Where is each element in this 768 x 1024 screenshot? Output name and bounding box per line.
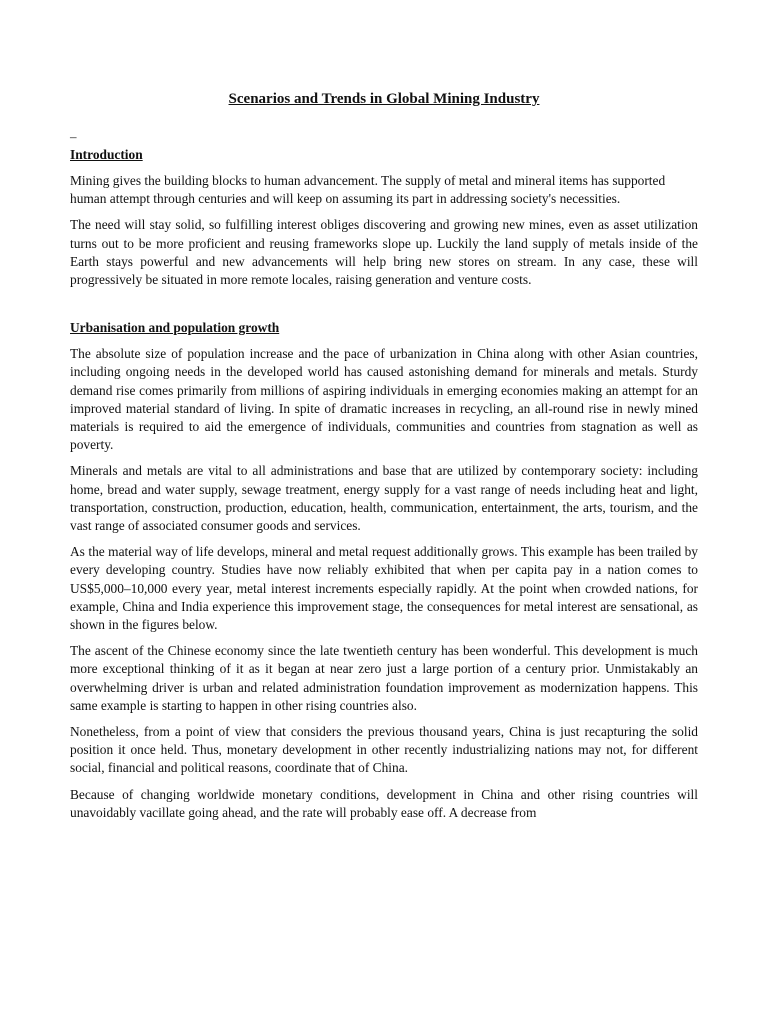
intro-paragraph-2: The need will stay solid, so fulfilling interest obliges discovering and growing new mines, even as asset utilization turns out to be more proficient and reusing frameworks slope up. Luckily the land supply of metals inside of the Earth stays powerful and new advancements will help bring new stores on stream. In any case, these will progressively be situated in more remote locales, raising generation and venture costs.	[70, 217, 698, 288]
document-page	[70, 82, 698, 822]
section-heading-introduction: Introduction	[70, 147, 143, 162]
section-heading-urbanisation: Urbanisation and population growth	[70, 320, 280, 336]
intro-paragraph-1: Mining gives the building blocks to human advancement. The supply of metal and mineral items has supported human attempt through centuries and will keep on assuming its part in addressing society's necessities.	[70, 173, 666, 207]
document-title: Scenarios and Trends in Global Mining Industry	[228, 91, 540, 107]
separator-dash: –	[70, 129, 77, 144]
urbanisation-paragraph-3: As the material way of life develops, mineral and metal request additionally grows. This example has been trailed by every developing country. Studies have now reliably exhibited that when per capita pay in a nation comes to US$5,000–10,000 every year, metal interest increments especially rapidly. At the point when crowded nations, for example, China and India experience this improvement stage, the consequences for metal interest are sensational, as shown in the figures below.	[70, 544, 698, 633]
urbanisation-paragraph-4: The ascent of the Chinese economy since the late twentieth century has been wonderful. This development is much more exceptional thinking of it as it began at near zero just a large portion of a century prior. Unmistakably an overwhelming driver is urban and related administration foundation improvement as modernization happens. This same example is starting to happen in other rising countries also.	[70, 643, 698, 713]
urbanisation-paragraph-1: The absolute size of population increase and the pace of urbanization in China along with other Asian countries, including ongoing needs in the developed world has caused astonishing demand for minerals and metals. Sturdy demand rise comes primarily from millions of aspiring individuals in emerging economies making an attempt for an improved material standard of living. In spite of dramatic increases in recycling, an all-round rise in newly mined materials is required to aid the emergence of individuals, communities and countries from stagnation as well as poverty.	[70, 346, 698, 453]
urbanisation-paragraph-6: Because of changing worldwide monetary conditions, development in China and other rising countries will unavoidably vacillate going ahead, and the rate will probably ease off. A decrease from	[70, 786, 698, 820]
urbanisation-paragraph-2: Minerals and metals are vital to all administrations and base that are utilized by contemporary society: including home, bread and water supply, sewage treatment, energy supply for a vast range of needs including heat and light, transportation, construction, production, education, health, communication, entertainment, the arts, tourism, and the vast range of associated consumer goods and services.	[70, 463, 698, 534]
urbanisation-paragraph-5: Nonetheless, from a point of view that considers the previous thousand years, China is just recapturing the solid position it once held. Thus, monetary development in other recently industrializing nations may not, for different social, financial and political reasons, coordinate that of China.	[70, 724, 698, 776]
